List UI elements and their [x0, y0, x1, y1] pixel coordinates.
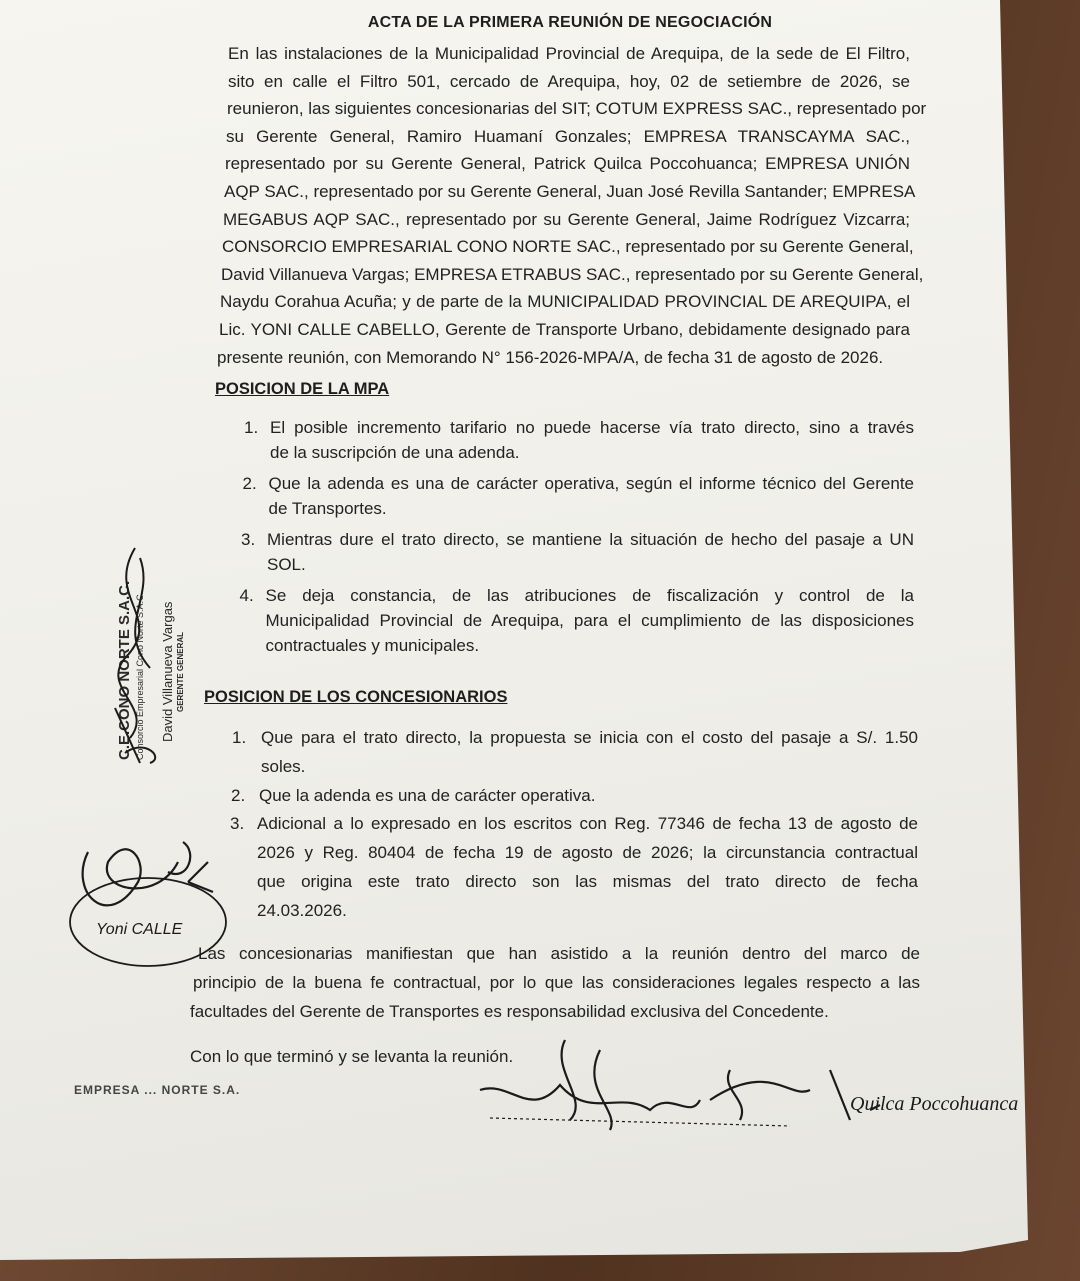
list-item-line: Mientras dure el trato directo, se mantiene la situación de hecho del pasaje a UN	[267, 530, 914, 549]
intro-line: representado por su Gerente General, Patrick Quilca Poccohuanca; EMPRESA UNIÓN	[225, 154, 910, 174]
signature-row	[470, 1030, 1030, 1140]
intro-line: reunieron, las siguientes concesionarias del SIT; COTUM EXPRESS SAC., representado por	[227, 99, 927, 119]
document-title: ACTA DE LA PRIMERA REUNIÓN DE NEGOCIACIÓN	[367, 14, 773, 31]
intro-line: En las instalaciones de la Municipalidad Provincial de Arequipa, de la sede de El Filtro,	[228, 44, 910, 63]
list-number: 3.	[230, 814, 245, 833]
intro-line: presente reunión, con Memorando N° 156-2026-MPA/A, de fecha 31 de agosto de 2026.	[217, 347, 884, 367]
list-item-line: de la suscripción de una adenda.	[270, 443, 520, 462]
intro-line: sito en calle el Filtro 501, cercado de Arequipa, hoy, 02 de setiembre de 2026, se	[228, 71, 910, 91]
intro-line: Lic. YONI CALLE CABELLO, Gerente de Transporte Urbano, debidamente designado para	[219, 320, 910, 339]
list-item-line: Que la adenda es una de carácter operativa, según el informe técnico del Gerente	[268, 474, 914, 493]
signature-yoni-calle	[68, 822, 238, 972]
list-number: 2.	[242, 474, 257, 493]
list-item-line: El posible incremento tarifario no puede hacerse vía trato directo, sino a través	[270, 418, 914, 437]
mpa-heading: POSICION DE LA MPA	[215, 380, 390, 398]
signature-villanueva	[95, 538, 185, 768]
list-item-line: Que la adenda es una de carácter operativa.	[259, 786, 596, 805]
list-item-line: contractuales y municipales.	[265, 636, 480, 655]
conclusion-line: Las concesionarias manifiestan que han asistido a la reunión dentro del marco de	[198, 944, 920, 963]
list-number: 2.	[231, 786, 246, 805]
stamp-bottom: EMPRESA ... NORTE S.A.	[74, 1083, 241, 1097]
list-number: 1.	[232, 728, 247, 747]
concessionaires-heading: POSICION DE LOS CONCESIONARIOS	[204, 688, 508, 706]
stamp-cono-norte-sub: Consorcio Empresarial Cono Norte S.A.C.	[135, 591, 145, 760]
signature-yoni-calle-text: Yoni CALLE	[96, 921, 183, 938]
conclusion-line: principio de la buena fe contractual, por lo que las consideraciones legales respecto a las	[193, 973, 920, 992]
intro-line: AQP SAC., representado por su Gerente General, Juan José Revilla Santander; EMPRESA	[224, 182, 916, 201]
intro-line: MEGABUS AQP SAC., representado por su Gerente General, Jaime Rodríguez Vizcarra;	[223, 209, 910, 229]
intro-line: Naydu Corahua Acuña; y de parte de la MUNICIPALIDAD PROVINCIAL DE AREQUIPA, el	[220, 292, 910, 312]
intro-line: su Gerente General, Ramiro Huamaní Gonzales; EMPRESA TRANSCAYMA SAC.,	[226, 126, 910, 146]
list-number: 1.	[244, 418, 259, 437]
stamp-manager-name: David Villanueva Vargas	[160, 601, 175, 742]
list-item-line: que origina este trato directo son las mismas del trato directo de fecha	[257, 872, 918, 891]
list-item-line: Que para el trato directo, la propuesta se inicia con el costo del pasaje a S/. 1.50	[261, 728, 918, 747]
closing-line: Con lo que terminó y se levanta la reunión.	[190, 1047, 514, 1066]
list-number: 4.	[239, 586, 254, 605]
list-item-line: 2026 y Reg. 80404 de fecha 19 de agosto de 2026; la circunstancia contractual	[257, 843, 918, 862]
signature-quilca-text: Quilca Poccohuanca	[850, 1093, 1019, 1115]
stamp-cono-norte: C.E.CONO NORTE S.A.C.	[116, 580, 133, 760]
list-item-line: de Transportes.	[268, 499, 387, 518]
stamp-manager-title: GERENTE GENERAL	[176, 631, 185, 712]
list-item-line: Adicional a lo expresado en los escritos con Reg. 77346 de fecha 13 de agosto de	[257, 814, 918, 833]
list-number: 3.	[241, 530, 256, 549]
intro-line: CONSORCIO EMPRESARIAL CONO NORTE SAC., representado por su Gerente General,	[222, 237, 914, 257]
list-item-line: Se deja constancia, de las atribuciones de fiscalización y control de la	[265, 586, 914, 605]
list-item-line: soles.	[261, 757, 306, 776]
list-item-line: Municipalidad Provincial de Arequipa, para el cumplimiento de las disposiciones	[265, 611, 914, 630]
list-item-line: 24.03.2026.	[257, 901, 347, 920]
list-item-line: SOL.	[267, 555, 306, 574]
intro-line: David Villanueva Vargas; EMPRESA ETRABUS SAC., representado por su Gerente General,	[221, 264, 924, 284]
conclusion-line: facultades del Gerente de Transportes es responsabilidad exclusiva del Concedente.	[190, 1002, 829, 1021]
